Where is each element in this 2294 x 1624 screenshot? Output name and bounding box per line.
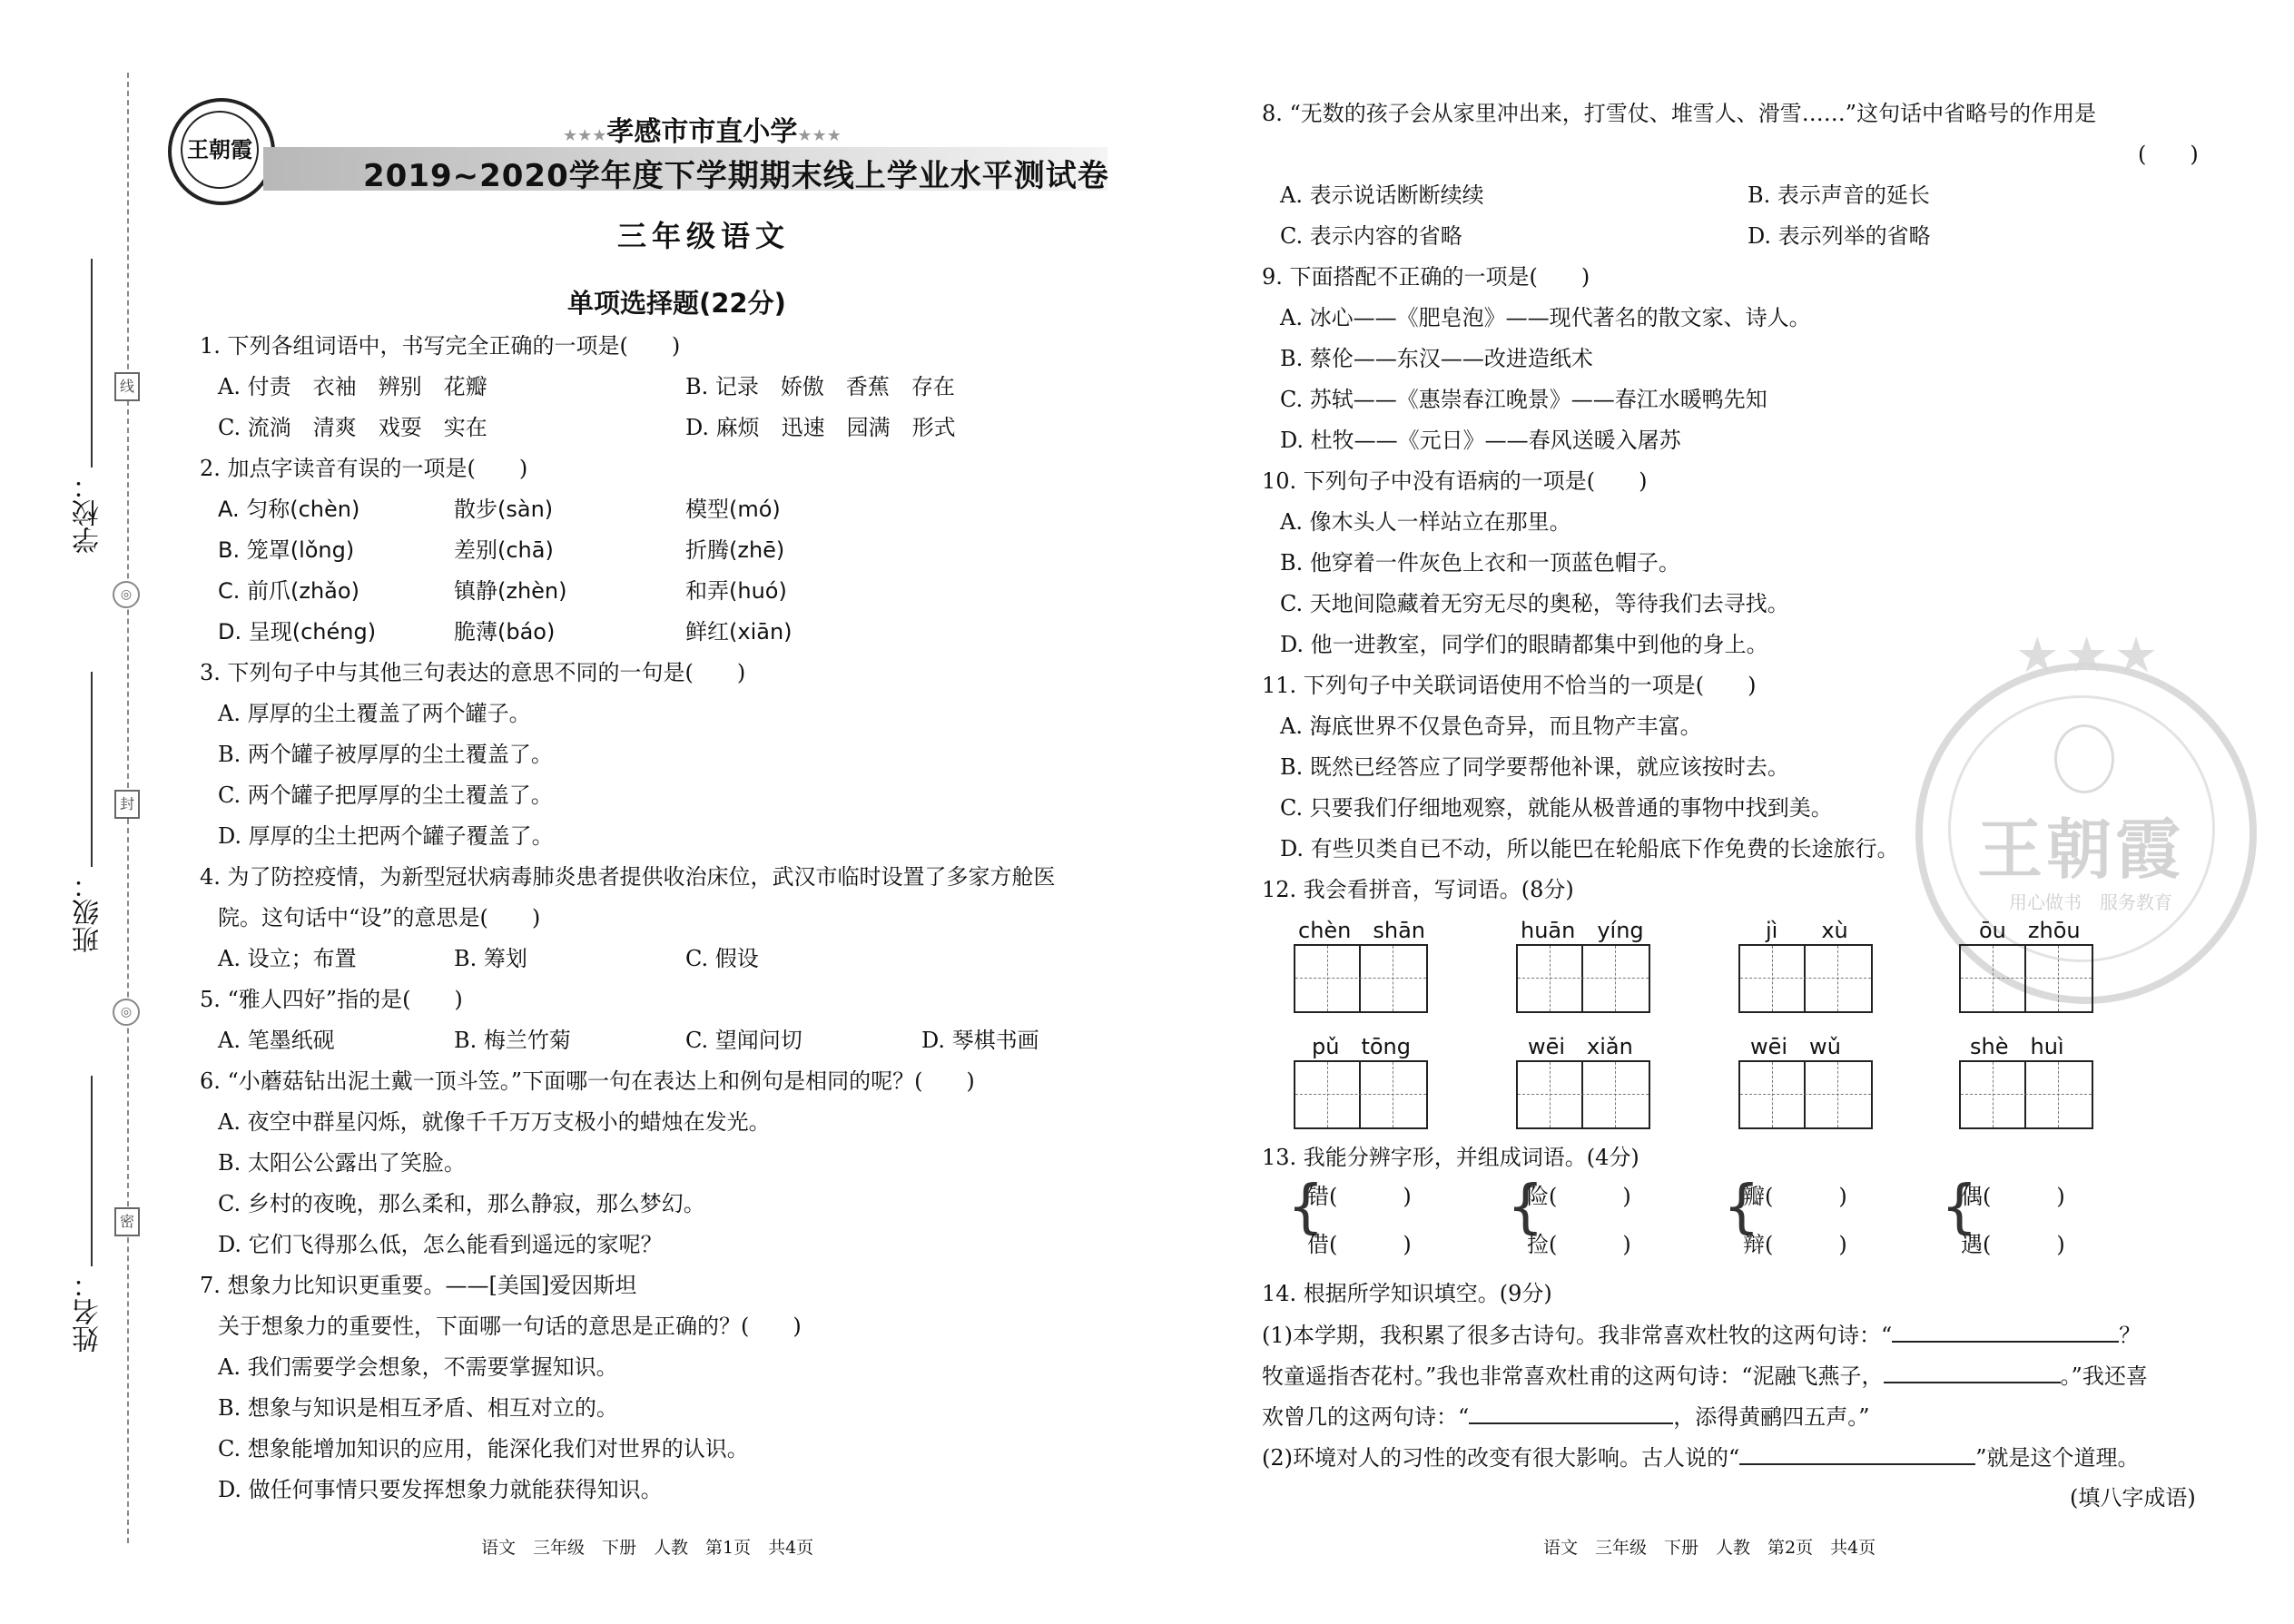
question-9: 9. 下面搭配不正确的一项是( ) [1262,264,1590,290]
pinyin-label: chèn shān [1298,918,1426,943]
option: C. 两个罐子把厚厚的尘土覆盖了。 [218,782,553,808]
question-4-cont: 院。这句话中“设”的意思是( ) [218,905,541,930]
fill-line-3: 欢曾几的这两句诗：“ ，添得黄鹂四五声。” [1262,1404,1870,1430]
char-pair-item[interactable]: 瓣( ) [1743,1184,1847,1209]
name-label: 姓名： [73,1271,104,1353]
option: A. 厚厚的尘土覆盖了两个罐子。 [218,701,531,726]
option: A. 海底世界不仅景色奇异，而且物产丰富。 [1280,714,1702,739]
answer-blank[interactable] [1469,1403,1673,1424]
question-8: 8. “无数的孩子会从家里冲出来，打雪仗、堆雪人、滑雪……”这句话中省略号的作用是 [1262,101,2097,126]
char-pair-item[interactable]: 险( ) [1527,1184,1631,1209]
option: D. 琴棋书画 [921,1028,1039,1053]
page-footer: 语文 三年级 下册 人教 第2页 共4页 [1543,1538,1876,1558]
fill-line-1: (1)本学期，我积累了很多古诗句。我非常喜欢杜牧的这两句诗：“ ？ [1262,1323,2141,1348]
char-pair-item[interactable]: 辩( ) [1743,1232,1847,1257]
option: A. 夜空中群星闪烁，就像千千万万支极小的蜡烛在发光。 [218,1109,771,1135]
question-12: 12. 我会看拼音，写词语。(8分) [1262,877,1574,902]
subject-title: 三年级语文 [617,219,791,253]
option: C. 苏轼——《惠崇春江晚景》——春江水暖鸭先知 [1280,387,1767,412]
brace-icon: { [1287,1174,1324,1241]
question-6: 6. “小蘑菇钻出泥土戴一顶斗笠。”下面哪一句在表达上和例句是相同的呢？( ) [200,1068,975,1094]
question-3: 3. 下列句子中与其他三句表达的意思不同的一句是( ) [200,660,746,685]
pinyin-label: huān yíng [1521,918,1644,943]
answer-paren: ( ) [2138,142,2199,167]
section-title: 单项选择题(22分) [567,288,786,319]
binding-margin [0,0,136,1624]
option: D. 有些贝类自已不动，所以能巴在轮船底下作免费的长途旅行。 [1280,836,1899,861]
option: B. 蔡伦——东汉——改进造纸术 [1280,346,1593,371]
option: B. 梅兰竹菊 [454,1028,571,1053]
watermark-name: 王朝霞 [1977,811,2185,888]
option: D. 麻烦 迅速 园满 形式 [685,415,956,440]
fill-hint: (填八字成语) [2070,1485,2196,1511]
school-label: 学校： [73,472,104,554]
page-footer: 语文 三年级 下册 人教 第1页 共4页 [481,1538,814,1558]
pinyin-label: shè huì [1970,1034,2064,1059]
class-field[interactable] [91,672,93,867]
option-item: 镇静(zhèn) [454,578,567,604]
exam-title: 2019~2020学年度下学期期末线上学业水平测试卷 [363,158,1109,194]
option: A. 我们需要学会想象，不需要掌握知识。 [218,1354,618,1380]
option: C. 望闻问切 [685,1028,802,1053]
option: C. 想象能增加知识的应用，能深化我们对世界的认识。 [218,1436,749,1462]
class-label: 班级： [73,871,104,953]
char-pair-item[interactable]: 遇( ) [1961,1232,2065,1257]
option: C. 流淌 清爽 戏耍 实在 [218,415,487,440]
portrait-icon [2054,724,2114,793]
option-item: 模型(mó) [685,497,781,522]
school-field[interactable] [91,259,93,468]
char-pair-item[interactable]: 偶( ) [1961,1184,2065,1209]
question-14: 14. 根据所学知识填空。(9分) [1262,1281,1552,1306]
brand-logo-text: 王朝霞 [181,111,259,189]
seal-mark-secret: 密 [114,1207,140,1236]
answer-blank[interactable] [1884,1362,2061,1383]
brace-icon: { [1941,1174,1978,1241]
question-1: 1. 下列各组词语中，书写完全正确的一项是( ) [200,333,681,359]
char-pair-item[interactable]: 借( ) [1307,1232,1412,1257]
option: A. 付责 衣袖 辨别 花瓣 [218,374,487,399]
brace-icon: { [1507,1174,1544,1241]
option: A. 设立；布置 [218,946,357,971]
fill-line-4: (2)环境对人的习性的改变有很大影响。古人说的“ ”就是这个道理。 [1262,1445,2140,1471]
fill-line-2: 牧童遥指杏花村。”我也非常喜欢杜甫的这两句诗：“泥融飞燕子， 。”我还喜 [1262,1363,2148,1389]
writing-grid[interactable] [1738,1060,1873,1129]
question-2: 2. 加点字读音有误的一项是( ) [200,456,528,481]
punch-hole-icon: ◎ [113,581,140,608]
watermark-stars-icon: ★★★ [2015,626,2164,684]
pinyin-label: ōu zhōu [1979,918,2081,943]
answer-blank[interactable] [1892,1321,2119,1343]
name-field[interactable] [91,1076,93,1266]
answer-blank[interactable] [1739,1443,1975,1465]
option: C. 前爪(zhǎo) [218,578,359,604]
option: C. 假设 [685,946,759,971]
option: B. 笼罩(lǒng) [218,537,355,563]
writing-grid[interactable] [1294,944,1428,1013]
option-item: 差别(chā) [454,537,554,563]
option: A. 像木头人一样站立在那里。 [1280,509,1571,535]
option: C. 只要我们仔细地观察，就能从极普通的事物中找到美。 [1280,795,1833,821]
option: D. 他一进教室，同学们的眼睛都集中到他的身上。 [1280,632,1768,657]
option: D. 做任何事情只要发挥想象力就能获得知识。 [218,1477,663,1502]
option-item: 散步(sàn) [454,497,554,522]
pinyin-label: wēi xiǎn [1528,1034,1633,1059]
question-5: 5. “雅人四好”指的是( ) [200,987,463,1012]
question-11: 11. 下列句子中关联词语使用不恰当的一项是( ) [1262,673,1757,698]
option: C. 乡村的夜晚，那么柔和，那么静寂，那么梦幻。 [218,1191,705,1216]
option: A. 笔墨纸砚 [218,1028,335,1053]
punch-hole-icon: ◎ [113,999,140,1026]
writing-grid[interactable] [1294,1060,1428,1129]
question-4: 4. 为了防控疫情，为新型冠状病毒肺炎患者提供收治床位，武汉市临时设置了多家方舱医 [200,864,1056,890]
option: B. 表示声音的延长 [1748,182,1930,208]
option: B. 记录 娇傲 香蕉 存在 [685,374,955,399]
seal-mark-line: 线 [114,372,140,401]
watermark-slogan: 用心做书 服务教育 [2009,891,2172,913]
writing-grid[interactable] [1516,944,1650,1013]
question-7-cont: 关于想象力的重要性，下面哪一句话的意思是正确的？( ) [218,1314,802,1339]
char-pair-item[interactable]: 捡( ) [1527,1232,1631,1257]
option-item: 和弄(huó) [685,578,787,604]
option: B. 筹划 [454,946,527,971]
option: B. 他穿着一件灰色上衣和一顶蓝色帽子。 [1280,550,1680,576]
option: B. 太阳公公露出了笑脸。 [218,1150,466,1176]
question-7: 7. 想象力比知识更重要。——[美国]爱因斯坦 [200,1273,637,1298]
pinyin-label: jì xù [1766,918,1848,943]
option: D. 厚厚的尘土把两个罐子覆盖了。 [218,823,554,849]
option: A. 冰心——《肥皂泡》——现代著名的散文家、诗人。 [1280,305,1811,330]
option: D. 杜牧——《元日》——春风送暖入屠苏 [1280,428,1681,453]
writing-grid[interactable] [1738,944,1873,1013]
char-pair-item[interactable]: 错( ) [1307,1184,1412,1209]
option: D. 表示列举的省略 [1748,223,1931,249]
option: A. 表示说话断断续续 [1280,182,1484,208]
option: A. 匀称(chèn) [218,497,360,522]
option: D. 它们飞得那么低，怎么能看到遥远的家呢？ [218,1232,663,1257]
writing-grid[interactable] [1516,1060,1650,1129]
brand-logo [168,98,275,205]
brace-icon: { [1723,1174,1760,1241]
option: C. 表示内容的省略 [1280,223,1462,249]
pinyin-label: pǔ tōng [1312,1034,1411,1059]
option-item: 折腾(zhē) [685,537,785,563]
writing-grid[interactable] [1959,944,2093,1013]
pinyin-label: wēi wǔ [1750,1034,1841,1059]
star-icon: ★★★ [797,126,842,145]
star-icon: ★★★ [563,126,607,145]
option-item: 鲜红(xiān) [685,619,793,645]
school-title: ★★★孝感市市直小学★★★ [563,116,842,148]
question-13: 13. 我能分辨字形，并组成词语。(4分) [1262,1145,1639,1170]
option: B. 两个罐子被厚厚的尘土覆盖了。 [218,742,553,767]
question-10: 10. 下列句子中没有语病的一项是( ) [1262,468,1648,494]
option: B. 想象与知识是相互矛盾、相互对立的。 [218,1395,618,1421]
option-item: 脆薄(báo) [454,619,556,645]
option: D. 呈现(chéng) [218,619,377,645]
option: B. 既然已经答应了同学要帮他补课，就应该按时去。 [1280,754,1789,780]
writing-grid[interactable] [1959,1060,2093,1129]
seal-mark-seal: 封 [114,790,140,819]
option: C. 天地间隐藏着无穷无尽的奥秘，等待我们去寻找。 [1280,591,1789,616]
